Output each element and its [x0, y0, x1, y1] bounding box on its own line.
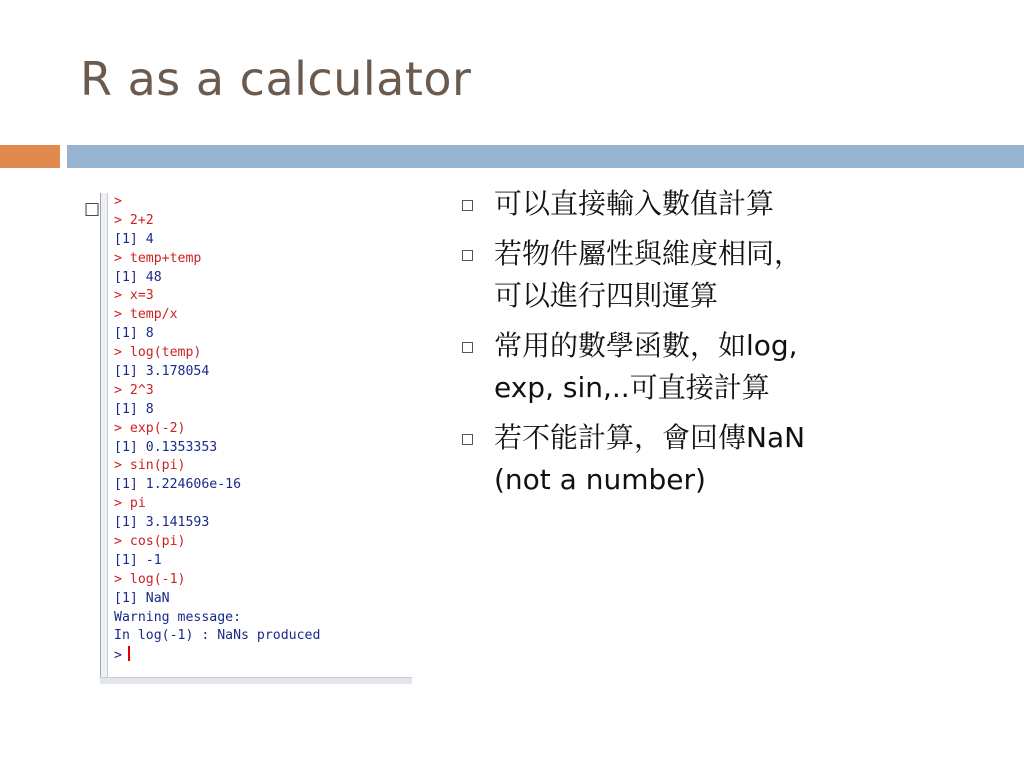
- console-line: [1] 0.1353353: [114, 439, 218, 455]
- bullet-box-icon: [462, 200, 473, 211]
- console-line: [1] 8: [114, 401, 154, 417]
- console-line: > log(-1): [114, 571, 186, 587]
- console-line: > exp(-2): [114, 420, 186, 436]
- bullet-box-icon: [462, 342, 473, 353]
- bullet-text-line: 若物件屬性與維度相同，: [494, 237, 803, 270]
- console-line: > 2+2: [114, 212, 154, 228]
- console-line: > temp/x: [114, 307, 178, 323]
- left-bullet-box-icon: □: [84, 199, 101, 219]
- bullet-item: [462, 233, 962, 317]
- accent-bar-orange: [0, 145, 60, 168]
- prompt-symbol: >: [114, 648, 122, 664]
- accent-bar-blue: [67, 145, 1024, 168]
- console-line: [1] 3.141593: [114, 515, 210, 531]
- bullet-item: [462, 325, 962, 409]
- console-line: [1] NaN: [114, 590, 170, 606]
- bullet-box-icon: [462, 250, 473, 261]
- bullet-text-line: 可以進行四則運算: [494, 279, 719, 312]
- bullet-item: [462, 417, 962, 501]
- bullet-text-line: 若不能計算，會回傳NaN: [494, 421, 806, 454]
- console-line: [1] -1: [114, 552, 162, 568]
- console-prompt[interactable]: [114, 646, 320, 665]
- slide-title: R as a calculator: [80, 52, 472, 106]
- bullet-text-line: (not a number): [494, 463, 706, 496]
- console-line: > pi: [114, 496, 146, 512]
- console-line: >: [114, 194, 122, 209]
- console-line: [1] 1.224606e-16: [114, 477, 242, 493]
- bullet-list: [462, 183, 962, 509]
- console-line: > sin(pi): [114, 458, 186, 474]
- console-line: > log(temp): [114, 345, 202, 361]
- text-cursor: [128, 646, 130, 661]
- console-line: > cos(pi): [114, 534, 186, 550]
- console-line: Warning message:: [114, 609, 242, 625]
- bullet-text-line: 常用的數學函數，如log,: [494, 329, 798, 362]
- bullet-box-icon: [462, 434, 473, 445]
- console-gutter: [100, 193, 108, 684]
- console-line: [1] 3.178054: [114, 364, 210, 380]
- console-line: [1] 48: [114, 269, 162, 285]
- bullet-text-line: 可以直接輸入數值計算: [494, 187, 775, 220]
- bullet-text-line: exp, sin,..可直接計算: [494, 371, 770, 404]
- console-line: > x=3: [114, 288, 154, 304]
- console-line: [1] 4: [114, 231, 154, 247]
- bullet-item: [462, 183, 962, 225]
- console-line: > temp+temp: [114, 250, 202, 266]
- console-scrollbar: [100, 677, 412, 684]
- console-line: > 2^3: [114, 382, 154, 398]
- console-line: In log(-1) : NaNs produced: [114, 628, 321, 644]
- console-output: [114, 193, 320, 665]
- console-line: [1] 8: [114, 326, 154, 342]
- r-console-screenshot: [100, 193, 412, 684]
